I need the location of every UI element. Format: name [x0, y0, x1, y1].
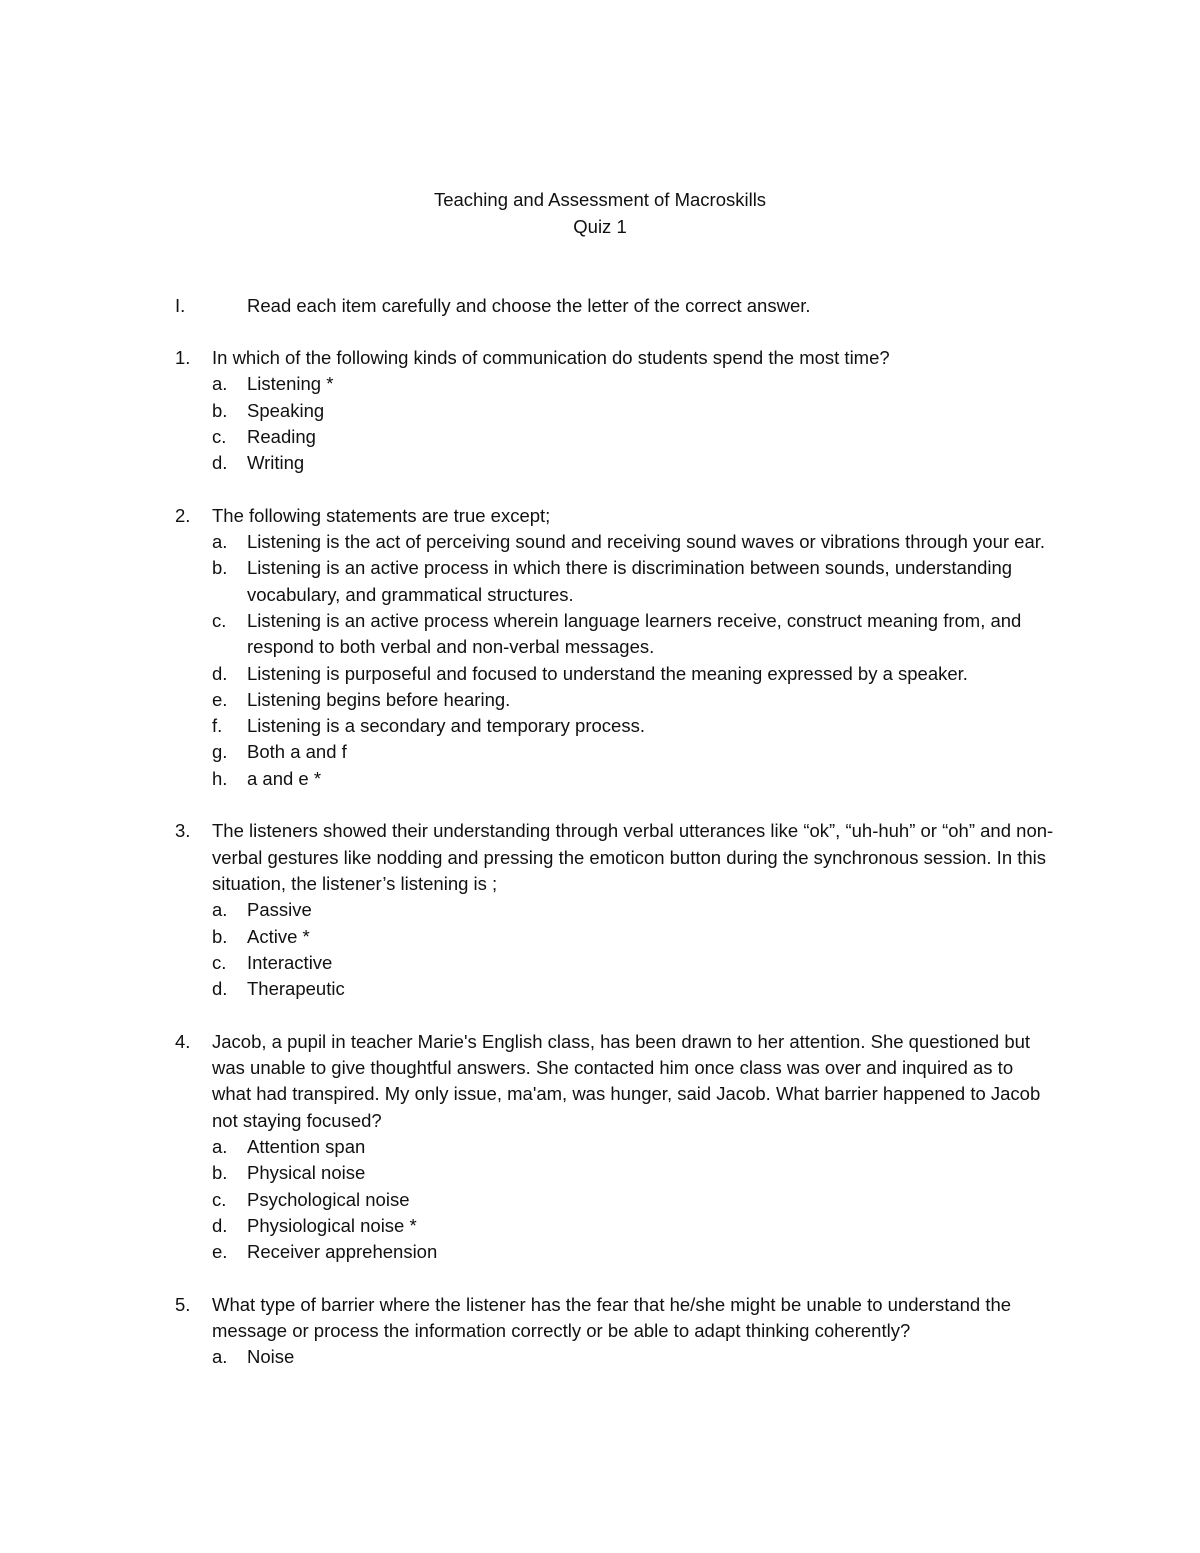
answer-option [212, 713, 1055, 739]
option-text: Speaking [247, 399, 325, 421]
option-text: Active * [247, 925, 310, 947]
answer-option [212, 1213, 1055, 1239]
option-letter: h. [212, 767, 228, 789]
answer-option [212, 1134, 1055, 1160]
answer-option [212, 924, 1055, 950]
option-text: Passive [247, 899, 312, 921]
answer-option [212, 687, 1055, 713]
question-item [175, 503, 1055, 792]
answer-option [212, 450, 1055, 476]
option-letter: b. [212, 557, 228, 579]
answer-option [212, 398, 1055, 424]
document-subtitle: Quiz 1 [573, 216, 627, 237]
option-text: Listening is a secondary and temporary process. [247, 715, 645, 737]
option-text: Listening is an active process in which there is discrimination between sounds, understanding vocabulary, and grammatical structures. [247, 557, 1013, 605]
answer-option [212, 739, 1055, 765]
option-letter: d. [212, 662, 228, 684]
option-text: a and e * [247, 767, 322, 789]
answer-option [212, 371, 1055, 397]
question-number: 1. [175, 347, 191, 368]
option-text: Noise [247, 1346, 295, 1368]
question-list [175, 345, 1055, 1397]
option-letter: b. [212, 1162, 228, 1184]
option-text: Listening begins before hearing. [247, 688, 511, 710]
option-text: Writing [247, 452, 305, 474]
option-text: Listening is purposeful and focused to understand the meaning expressed by a speaker. [247, 662, 968, 684]
option-text: Physiological noise * [247, 1214, 417, 1236]
answer-option [212, 661, 1055, 687]
option-text: Attention span [247, 1135, 366, 1157]
question-text: The listeners showed their understanding through verbal utterances like “ok”, “uh-huh” or “oh” and non-verbal gestures like nodding and pressing the emoticon button during the synchronous session. In this situation, the listener’s listening is ; [212, 820, 1054, 894]
answer-options [175, 1134, 1055, 1265]
option-letter: d. [212, 1214, 228, 1236]
option-text: Interactive [247, 951, 333, 973]
option-letter: a. [212, 899, 228, 921]
answer-option [212, 424, 1055, 450]
option-letter: b. [212, 399, 228, 421]
answer-option [212, 766, 1055, 792]
option-text: Listening is an active process wherein language learners receive, construct meaning from, and respond to both verbal and non-verbal messages. [247, 609, 1022, 658]
question-number: 3. [175, 820, 191, 842]
answer-options [175, 371, 1055, 476]
option-letter: e. [212, 688, 228, 710]
option-text: Therapeutic [247, 978, 345, 1000]
answer-option [212, 976, 1055, 1002]
option-letter: e. [212, 1241, 228, 1263]
answer-option [212, 555, 1055, 608]
answer-option [212, 897, 1055, 923]
answer-option [212, 529, 1055, 555]
question-item [175, 818, 1055, 1002]
option-text: Listening is the act of perceiving sound and receiving sound waves or vibrations through your ear. [247, 531, 1046, 553]
question-text: Jacob, a pupil in teacher Marie's English class, has been drawn to her attention. She questioned but was unable to give thoughtful answers. She contacted him once class was over and inquired as to what had transpired. My only issue, ma'am, was hunger, said Jacob. What barrier happened to Jacob not staying focused? [212, 1030, 1041, 1131]
option-text: Receiver apprehension [247, 1241, 438, 1263]
option-letter: a. [212, 1135, 228, 1157]
option-letter: a. [212, 531, 228, 553]
option-letter: c. [212, 1188, 227, 1210]
question-text: What type of barrier where the listener has the fear that he/she might be unable to understand the message or process the information correctly or be able to adapt thinking coherently? [212, 1293, 1012, 1341]
option-letter: c. [212, 951, 227, 973]
answer-option [212, 1239, 1055, 1265]
option-letter: c. [212, 609, 227, 631]
option-letter: c. [212, 425, 227, 447]
option-letter: a. [212, 1346, 228, 1368]
question-number: 5. [175, 1293, 191, 1315]
document-title: Teaching and Assessment of Macroskills [433, 189, 767, 210]
section-numeral: I. [175, 295, 186, 316]
section-instruction: Read each item carefully and choose the letter of the correct answer. [247, 295, 811, 316]
question-text: In which of the following kinds of communication do students spend the most time? [212, 347, 890, 368]
question-number: 4. [175, 1030, 191, 1052]
question-item [175, 1029, 1055, 1266]
question-item [175, 345, 1055, 476]
option-letter: a. [212, 373, 228, 395]
option-letter: d. [212, 452, 228, 474]
option-letter: d. [212, 978, 228, 1000]
answer-options [175, 1344, 1055, 1370]
option-text: Both a and f [247, 741, 347, 763]
option-text: Listening * [247, 373, 334, 395]
question-text: The following statements are true except; [212, 504, 551, 526]
answer-options [175, 529, 1055, 792]
answer-option [212, 1187, 1055, 1213]
question-number: 2. [175, 504, 191, 526]
answer-option [212, 1344, 1055, 1370]
option-letter: g. [212, 741, 228, 763]
answer-option [212, 608, 1055, 661]
answer-option [212, 1160, 1055, 1186]
option-text: Psychological noise [247, 1188, 410, 1210]
option-letter: f. [212, 715, 223, 737]
question-item [175, 1292, 1055, 1371]
answer-options [175, 897, 1055, 1002]
option-text: Physical noise [247, 1162, 366, 1184]
answer-option [212, 950, 1055, 976]
option-letter: b. [212, 925, 228, 947]
option-text: Reading [247, 425, 316, 447]
